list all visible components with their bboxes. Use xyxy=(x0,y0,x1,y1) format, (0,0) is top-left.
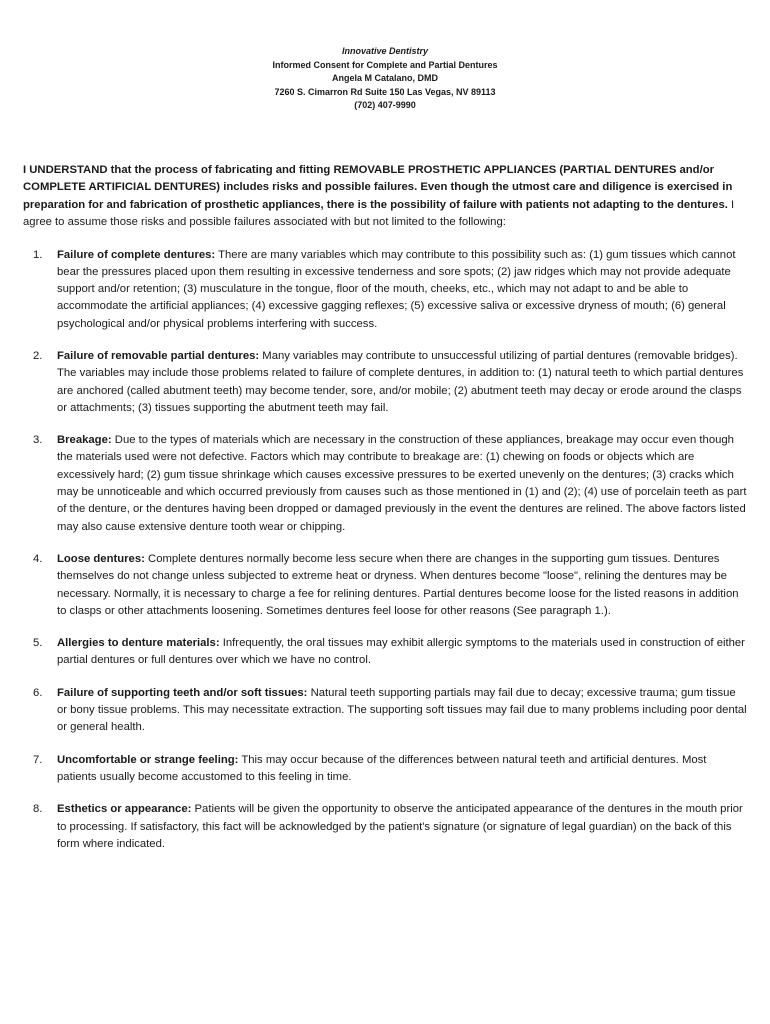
intro-bold-text: I UNDERSTAND that the process of fabricating and fitting REMOVABLE PROSTHETIC APPLIANCES (PARTIAL DENTURES and/or COMPLETE ARTIFICIAL DENTURES) includes risks and possible failures. Even though the utmost care and diligence is exercised in preparation for and fabrication of prosthetic appliances, there is the possibility of failure with patients not adapting to the dentures. xyxy=(23,163,733,211)
item-text: Patients will be given the opportunity to observe the anticipated appearance of the dentures in the mouth prior to processing. If satisfactory, this fact will be acknowledged by the patient's signature (or signature of legal guardian) on the back of this form where indicated. xyxy=(57,803,743,850)
item-title: Failure of removable partial dentures: xyxy=(57,349,260,362)
item-title: Uncomfortable or strange feeling: xyxy=(57,753,239,766)
list-item xyxy=(23,752,747,787)
list-item xyxy=(23,348,747,417)
item-title: Loose dentures: xyxy=(57,552,145,565)
letterhead xyxy=(23,0,747,113)
item-text: Due to the types of materials which are necessary in the construction of these appliances, breakage may occur even though the materials used were not defective. Factors which may contribute to breakage are: (1) chewing on foods or objects which are excessively hard; (2) gum tissue shrinkage which causes excessive pressures to be exerted unevenly on the dentures; (3) cracks which may be unnoticeable and which occurred previously from causes such as those mentioned in (1) and (2); (4) use of porcelain teeth as part of the denture, or the dentures having been dropped or damaged previously in the event the dentures are relined. The above factors listed may also cause extensive denture tooth wear or chipping. xyxy=(57,434,747,533)
list-item xyxy=(23,635,747,670)
list-item xyxy=(23,685,747,737)
practice-address: 7260 S. Cimarron Rd Suite 150 Las Vegas, NV 89113 xyxy=(274,86,496,97)
item-text: Complete dentures normally become less secure when there are changes in the supporting gum tissues. Dentures themselves do not change unless subjected to extreme heat or dryness. When dentures become "loose", relining the dentures may be necessary. Normally, it is necessary to charge a fee for relining dentures. Partial dentures become loose for the listed reasons in addition to clasps or other attachments loosening. Sometimes dentures feel loose for other reasons (See paragraph 1.). xyxy=(57,552,739,617)
list-item xyxy=(23,801,747,853)
risk-list xyxy=(23,247,747,854)
item-number: 4. xyxy=(33,552,43,565)
item-text: Infrequently, the oral tissues may exhibit allergic symptoms to the materials used in construction of either partial dentures or full dentures over which we have no control. xyxy=(57,637,745,667)
item-number: 3. xyxy=(33,434,43,447)
item-title: Failure of complete dentures: xyxy=(57,248,216,261)
item-title: Esthetics or appearance: xyxy=(57,803,192,816)
practice-name: Innovative Dentistry xyxy=(341,46,429,56)
item-text: This may occur because of the differences between natural teeth and artificial dentures. Most patients usually become accustomed to this feeling in time. xyxy=(57,753,707,783)
item-title: Breakage: xyxy=(57,434,112,447)
intro-text: I agree to assume those risks and possible failures associated with but not limited to the following: xyxy=(23,198,735,228)
item-title: Allergies to denture materials: xyxy=(57,637,220,650)
item-number: 6. xyxy=(33,686,43,699)
item-number: 1. xyxy=(33,248,43,261)
form-title: Informed Consent for Complete and Partial Dentures xyxy=(272,59,498,70)
item-number: 5. xyxy=(33,637,43,650)
item-number: 2. xyxy=(33,349,43,362)
practice-phone: (702) 407-9990 xyxy=(354,100,416,110)
item-text: Natural teeth supporting partials may fail due to decay; excessive trauma; gum tissue or bony tissue problems. This may necessitate extraction. The supporting soft tissues may fail due to many problems including poor dental or general health. xyxy=(57,686,747,734)
item-number: 8. xyxy=(33,803,43,816)
list-item xyxy=(23,432,747,536)
item-text: There are many variables which may contribute to this possibility such as: (1) gum tissues which cannot bear the pressures placed upon them resulting in excessive tenderness and sore spots; (2) jaw ridges which may not provide adequate support and/or retention; (3) musculature in the tongue, floor of the mouth, cheeks, etc., which may not adapt to and be able to accommodate the artificial appliances; (4) excessive gagging reflexes; (5) excessive saliva or excessive dryness of mouth; (6) general psychological and/or physical problems interfering with success. xyxy=(57,248,736,330)
intro-paragraph xyxy=(23,162,747,232)
item-number: 7. xyxy=(33,753,43,766)
item-title: Failure of supporting teeth and/or soft tissues: xyxy=(57,686,308,699)
item-text: Many variables may contribute to unsuccessful utilizing of partial dentures (removable bridges). The variables may include those problems related to failure of complete dentures, in addition to: (1) natural teeth to which partial dentures are anchored (called abutment teeth) may become tender, sore, and/or mobile; (2) abutment teeth may decay or erode around the clasps or attachments; (3) tissues supporting the abutment teeth may fail. xyxy=(57,349,744,414)
list-item xyxy=(23,247,747,333)
doctor-name: Angela M Catalano, DMD xyxy=(331,73,438,83)
list-item xyxy=(23,551,747,620)
